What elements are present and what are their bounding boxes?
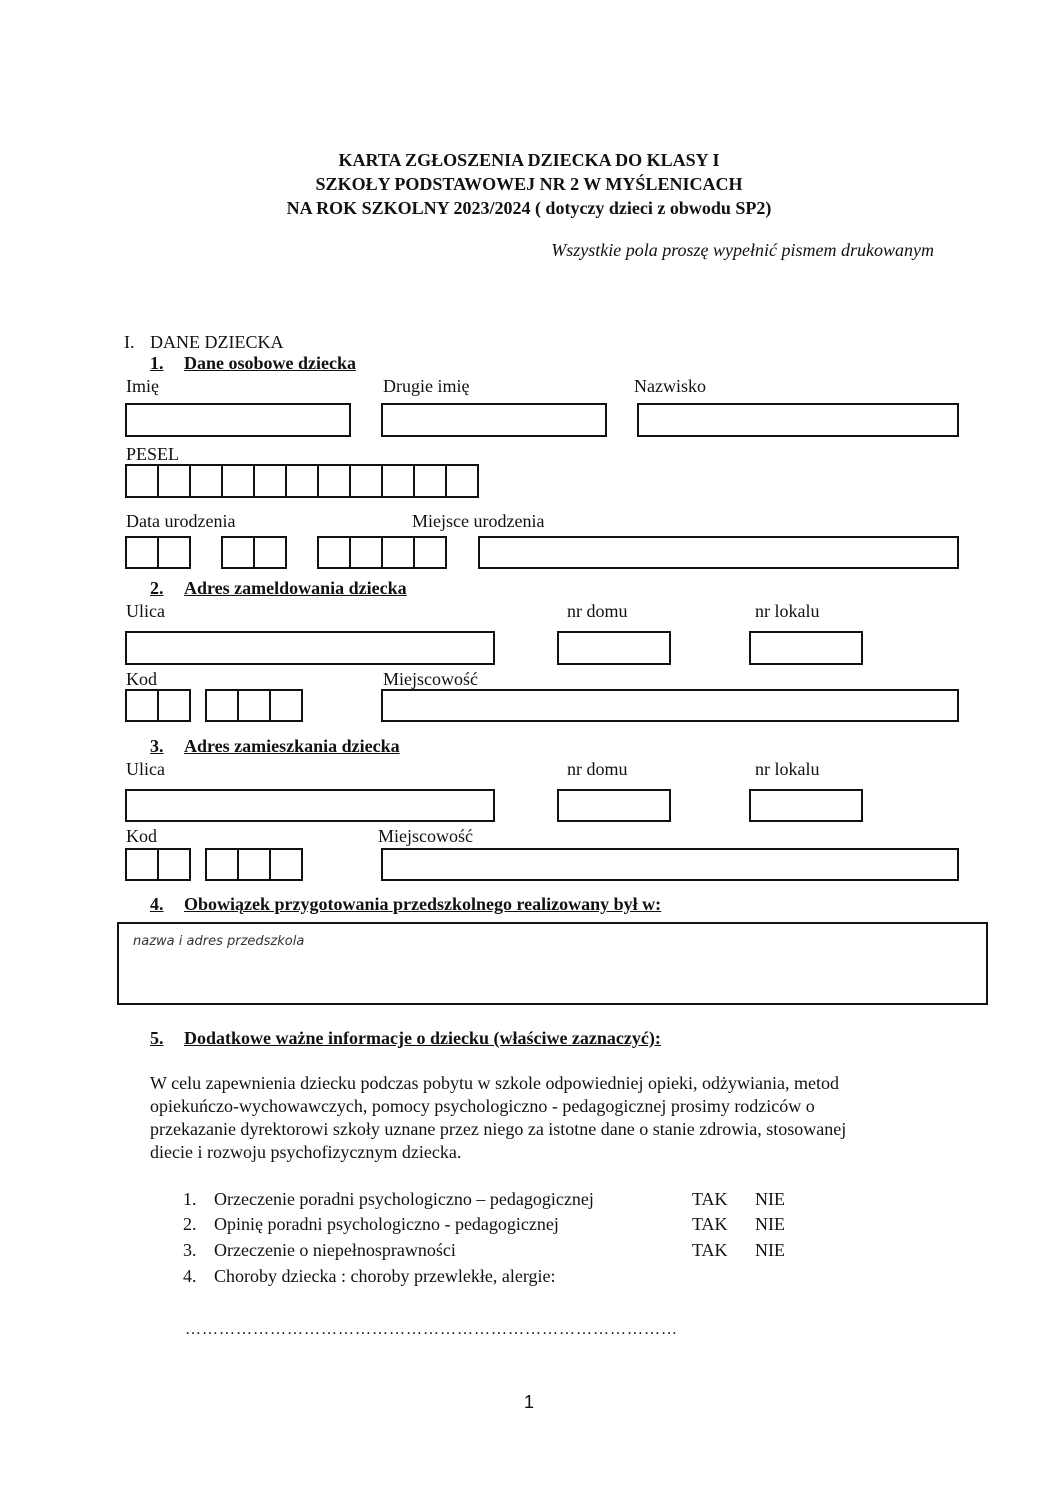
info-paragraph-line-3: przekazanie dyrektorowi szkoły uznane przez niego za istotne dane o stanie zdrowia, stosowanej <box>150 1119 847 1139</box>
second-name-field[interactable] <box>381 403 607 437</box>
subsection-number: 5. <box>150 1028 164 1048</box>
fill-instruction: Wszystkie pola proszę wypełnić pismem drukowanym <box>551 240 934 260</box>
option-no[interactable]: NIE <box>755 1214 785 1234</box>
flat-number-label: nr lokalu <box>755 759 820 779</box>
form-title-line-1: KARTA ZGŁOSZENIA DZIECKA DO KLASY I <box>338 150 720 170</box>
postcode-part-2-field[interactable] <box>205 689 303 722</box>
city-field[interactable] <box>381 689 959 722</box>
birth-place-field[interactable] <box>478 536 959 569</box>
birth-year-field[interactable] <box>317 536 447 569</box>
option-no[interactable]: NIE <box>755 1189 785 1209</box>
first-name-label: Imię <box>126 376 159 396</box>
list-item-number: 2. <box>183 1214 197 1234</box>
house-number-label: nr domu <box>567 759 628 779</box>
flat-number-field[interactable] <box>749 789 863 822</box>
option-yes[interactable]: TAK <box>692 1240 728 1260</box>
second-name-label: Drugie imię <box>383 376 470 396</box>
subsection-5-heading <box>150 1028 661 1049</box>
postcode-label: Kod <box>126 669 157 689</box>
list-item-number: 1. <box>183 1189 197 1209</box>
form-title-line-3: NA ROK SZKOLNY 2023/2024 ( dotyczy dzieci z obwodu SP2) <box>286 198 772 218</box>
option-no[interactable]: NIE <box>755 1240 785 1260</box>
section-numeral: I. <box>124 332 135 352</box>
option-yes[interactable]: TAK <box>692 1189 728 1209</box>
section-title: DANE DZIECKA <box>150 332 284 352</box>
subsection-2-heading <box>150 578 407 599</box>
postcode-part-1-field[interactable] <box>125 689 191 722</box>
birth-place-label: Miejsce urodzenia <box>412 511 545 531</box>
page-number: 1 <box>523 1392 534 1412</box>
subsection-3-heading <box>150 736 400 757</box>
list-item-number: 3. <box>183 1240 197 1260</box>
info-paragraph-line-4: diecie i rozwoju psychofizycznym dziecka. <box>150 1142 462 1162</box>
house-number-label: nr domu <box>567 601 628 621</box>
subsection-4-heading <box>150 894 661 915</box>
street-label: Ulica <box>126 601 165 621</box>
section-heading <box>124 331 283 353</box>
birth-date-label: Data urodzenia <box>126 511 236 531</box>
subsection-title: Dodatkowe ważne informacje o dziecku (właściwe zaznaczyć): <box>184 1028 661 1048</box>
postcode-label: Kod <box>126 826 157 846</box>
subsection-number: 3. <box>150 736 164 756</box>
pesel-label: PESEL <box>126 444 180 464</box>
option-yes[interactable]: TAK <box>692 1214 728 1234</box>
dotted-answer-line[interactable]: …………………………………………………………………………… <box>185 1321 678 1338</box>
list-item-text: Orzeczenie poradni psychologiczno – pedagogicznej <box>214 1189 594 1209</box>
city-label: Miejscowość <box>383 669 478 689</box>
postcode-part-1-field[interactable] <box>125 848 191 881</box>
surname-field[interactable] <box>637 403 959 437</box>
info-paragraph-line-2: opiekuńczo-wychowawczych, pomocy psychologiczno - pedagogicznej prosimy rodziców o <box>150 1096 815 1116</box>
street-label: Ulica <box>126 759 165 779</box>
list-item-text: Orzeczenie o niepełnosprawności <box>214 1240 456 1260</box>
city-label: Miejscowość <box>378 826 473 846</box>
postcode-part-2-field[interactable] <box>205 848 303 881</box>
list-item-text: Opinię poradni psychologiczno - pedagogicznej <box>214 1214 559 1234</box>
subsection-title: Dane osobowe dziecka <box>184 353 356 373</box>
subsection-number: 4. <box>150 894 164 914</box>
flat-number-field[interactable] <box>749 631 863 665</box>
list-item-number: 4. <box>183 1266 197 1286</box>
list-item-text: Choroby dziecka : choroby przewlekłe, alergie: <box>214 1266 556 1286</box>
subsection-number: 2. <box>150 578 164 598</box>
subsection-1-heading <box>150 353 356 374</box>
kindergarten-field[interactable] <box>117 922 988 1005</box>
street-field[interactable] <box>125 789 495 822</box>
subsection-title: Adres zamieszkania dziecka <box>184 736 400 756</box>
form-title-line-2: SZKOŁY PODSTAWOWEJ NR 2 W MYŚLENICACH <box>315 174 743 194</box>
kindergarten-hint: nazwa i adres przedszkola <box>133 934 305 949</box>
house-number-field[interactable] <box>557 789 671 822</box>
subsection-number: 1. <box>150 353 164 373</box>
birth-day-field[interactable] <box>125 536 191 569</box>
flat-number-label: nr lokalu <box>755 601 820 621</box>
subsection-title: Adres zameldowania dziecka <box>184 578 407 598</box>
first-name-field[interactable] <box>125 403 351 437</box>
info-paragraph-line-1: W celu zapewnienia dziecku podczas pobytu w szkole odpowiedniej opieki, odżywiania, metod <box>150 1073 839 1093</box>
street-field[interactable] <box>125 631 495 665</box>
house-number-field[interactable] <box>557 631 671 665</box>
pesel-field[interactable] <box>125 464 479 498</box>
birth-month-field[interactable] <box>221 536 287 569</box>
subsection-title: Obowiązek przygotowania przedszkolnego realizowany był w: <box>184 894 662 914</box>
surname-label: Nazwisko <box>634 376 706 396</box>
city-field[interactable] <box>381 848 959 881</box>
